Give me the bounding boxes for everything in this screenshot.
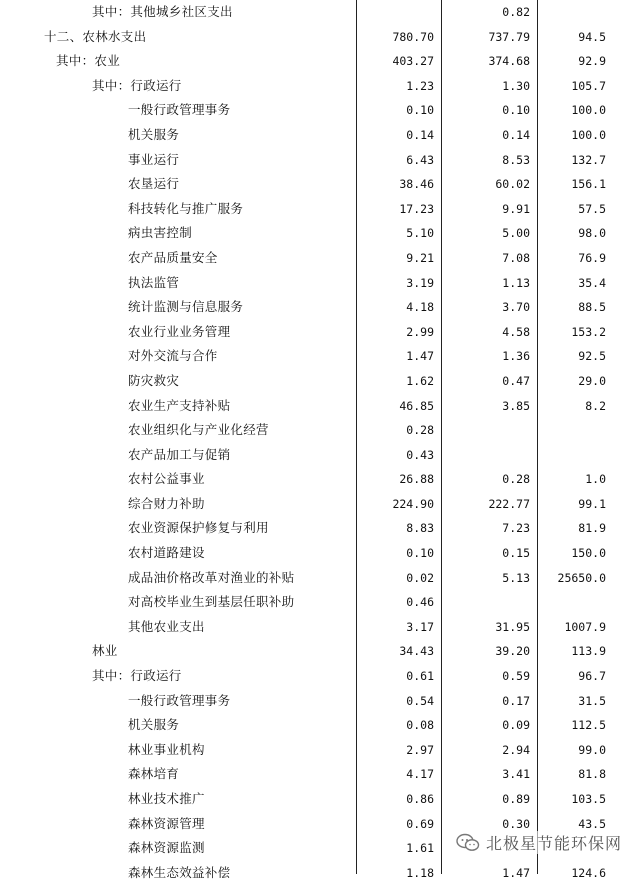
value-2016: 0.14 bbox=[406, 127, 434, 142]
percent-change: 99.0 bbox=[578, 742, 606, 757]
table-row bbox=[0, 172, 642, 197]
value-2016: 0.86 bbox=[406, 792, 434, 806]
table-row bbox=[0, 74, 642, 99]
value-2017: 0.09 bbox=[502, 718, 530, 733]
percent-change: 98.0 bbox=[578, 226, 606, 241]
table-row bbox=[0, 394, 642, 419]
percent-change: 100.0 bbox=[571, 127, 606, 142]
table-row bbox=[0, 639, 642, 664]
percent-change: 1007.9 bbox=[564, 619, 606, 634]
table-row bbox=[0, 689, 642, 714]
table-row bbox=[0, 590, 642, 615]
value-2016: 0.69 bbox=[406, 816, 434, 831]
table-row bbox=[0, 492, 642, 517]
percent-change: 8.2 bbox=[585, 398, 606, 413]
percent-change: 31.5 bbox=[578, 693, 606, 708]
percent-change: 99.1 bbox=[578, 496, 606, 511]
value-2017: 2.94 bbox=[502, 742, 530, 757]
percent-change: 57.5 bbox=[578, 201, 606, 216]
value-2016: 0.46 bbox=[406, 595, 434, 610]
row-label: 其中：行政运行 bbox=[92, 668, 182, 684]
row-label: 对高校毕业生到基层任职补助 bbox=[128, 594, 295, 610]
row-label: 其他农业支出 bbox=[128, 618, 205, 634]
value-2016: 2.99 bbox=[406, 324, 434, 339]
percent-change: 112.5 bbox=[571, 718, 606, 733]
percent-change: 81.8 bbox=[578, 767, 606, 782]
row-label: 统计监测与信息服务 bbox=[128, 299, 244, 315]
row-label: 农业行业业务管理 bbox=[128, 323, 231, 339]
percent-change: 103.5 bbox=[571, 792, 606, 806]
value-2017: 3.70 bbox=[502, 300, 530, 315]
row-label: 成品油价格改革对渔业的补贴 bbox=[128, 569, 295, 585]
table-row bbox=[0, 664, 642, 689]
percent-change: 29.0 bbox=[578, 373, 606, 388]
percent-change: 88.5 bbox=[578, 300, 606, 315]
percent-change: 153.2 bbox=[571, 324, 606, 339]
table-row bbox=[0, 566, 642, 591]
value-2017: 8.53 bbox=[502, 152, 530, 167]
value-2016: 0.28 bbox=[406, 423, 434, 438]
row-label: 农产品质量安全 bbox=[128, 249, 218, 265]
table-row bbox=[0, 98, 642, 123]
value-2017: 4.58 bbox=[502, 324, 530, 339]
value-2016: 0.54 bbox=[406, 693, 434, 708]
row-label: 林业 bbox=[92, 643, 118, 659]
row-label: 其中：行政运行 bbox=[92, 77, 182, 93]
row-label: 农村公益事业 bbox=[128, 471, 205, 487]
value-2016: 3.17 bbox=[406, 619, 434, 634]
value-2017: 222.77 bbox=[488, 496, 530, 511]
percent-change: 35.4 bbox=[578, 275, 606, 290]
value-2016: 17.23 bbox=[399, 201, 434, 216]
value-2017: 0.47 bbox=[502, 373, 530, 388]
value-2016: 0.61 bbox=[406, 669, 434, 684]
percent-change: 96.7 bbox=[578, 669, 606, 684]
row-label: 农村道路建设 bbox=[128, 545, 205, 561]
table-row bbox=[0, 615, 642, 640]
table-row bbox=[0, 295, 642, 320]
row-label: 综合财力补助 bbox=[128, 495, 205, 511]
row-label: 其中：其他城乡社区支出 bbox=[92, 4, 233, 19]
table-row bbox=[0, 861, 642, 885]
table-row bbox=[0, 713, 642, 738]
table-row bbox=[0, 148, 642, 173]
value-2016: 9.21 bbox=[406, 250, 434, 265]
value-2017: 7.23 bbox=[502, 521, 530, 536]
percent-change: 124.6 bbox=[571, 865, 606, 880]
table-row bbox=[0, 25, 642, 50]
value-2017: 0.14 bbox=[502, 127, 530, 142]
row-label: 森林资源监测 bbox=[128, 840, 205, 856]
row-label: 一般行政管理事务 bbox=[128, 692, 231, 708]
value-2017: 737.79 bbox=[488, 29, 530, 44]
value-2016: 46.85 bbox=[399, 398, 434, 413]
percent-change: 132.7 bbox=[571, 152, 606, 167]
table-row bbox=[0, 369, 642, 394]
percent-change: 94.5 bbox=[578, 29, 606, 44]
value-2017: 0.15 bbox=[502, 546, 530, 561]
table-row bbox=[0, 246, 642, 271]
value-2016: 780.70 bbox=[392, 29, 434, 44]
row-label: 病虫害控制 bbox=[128, 225, 193, 241]
value-2016: 4.18 bbox=[406, 300, 434, 315]
value-2017: 0.59 bbox=[502, 669, 530, 684]
row-label: 执法监管 bbox=[128, 274, 180, 290]
value-2016: 403.27 bbox=[392, 54, 434, 69]
row-label: 机关服务 bbox=[128, 126, 180, 142]
value-2017: 374.68 bbox=[488, 54, 530, 69]
value-2016: 3.19 bbox=[406, 275, 434, 290]
value-2016: 5.10 bbox=[406, 226, 434, 241]
value-2016: 224.90 bbox=[392, 496, 434, 511]
value-2016: 34.43 bbox=[399, 644, 434, 659]
table-row bbox=[0, 49, 642, 74]
value-2017: 0.82 bbox=[502, 5, 530, 19]
percent-change: 1.0 bbox=[585, 472, 606, 487]
table-row bbox=[0, 221, 642, 246]
percent-change: 105.7 bbox=[571, 78, 606, 93]
percent-change: 156.1 bbox=[571, 177, 606, 192]
value-2016: 38.46 bbox=[399, 177, 434, 192]
percent-change: 81.9 bbox=[578, 521, 606, 536]
value-2016: 2.97 bbox=[406, 742, 434, 757]
value-2017: 9.91 bbox=[502, 201, 530, 216]
percent-change: 150.0 bbox=[571, 546, 606, 561]
row-label: 一般行政管理事务 bbox=[128, 102, 231, 118]
value-2017: 1.13 bbox=[502, 275, 530, 290]
row-label: 林业技术推广 bbox=[128, 791, 205, 806]
value-2016: 1.23 bbox=[406, 78, 434, 93]
value-2016: 1.62 bbox=[406, 373, 434, 388]
row-label: 林业事业机构 bbox=[128, 741, 205, 757]
row-label: 科技转化与推广服务 bbox=[128, 200, 244, 216]
watermark bbox=[454, 831, 624, 854]
value-2017: 3.85 bbox=[502, 398, 530, 413]
row-label: 农业生产支持补贴 bbox=[128, 397, 231, 413]
value-2016: 8.83 bbox=[406, 521, 434, 536]
value-2016: 4.17 bbox=[406, 767, 434, 782]
value-2017: 0.30 bbox=[502, 816, 530, 831]
value-2017: 1.36 bbox=[502, 349, 530, 364]
row-label: 农产品加工与促销 bbox=[128, 446, 231, 462]
table-row bbox=[0, 738, 642, 763]
table-row bbox=[0, 197, 642, 222]
watermark-text: 北极星节能环保网 bbox=[485, 834, 622, 853]
row-label: 防灾救灾 bbox=[128, 372, 180, 388]
value-2016: 1.61 bbox=[406, 841, 434, 856]
value-2016: 0.02 bbox=[406, 570, 434, 585]
row-label: 森林生态效益补偿 bbox=[128, 864, 231, 880]
value-2017: 39.20 bbox=[495, 644, 530, 659]
value-2017: 3.41 bbox=[502, 767, 530, 782]
row-label: 其中：农业 bbox=[56, 53, 121, 69]
table-row bbox=[0, 271, 642, 296]
percent-change: 113.9 bbox=[571, 644, 606, 659]
row-label: 农业组织化与产业化经营 bbox=[128, 422, 269, 438]
value-2017: 0.28 bbox=[502, 472, 530, 487]
value-2017: 7.08 bbox=[502, 250, 530, 265]
row-label: 机关服务 bbox=[128, 717, 180, 733]
value-2016: 0.43 bbox=[406, 447, 434, 462]
value-2017: 0.17 bbox=[502, 693, 530, 708]
table-row bbox=[0, 541, 642, 566]
value-2016: 6.43 bbox=[406, 152, 434, 167]
value-2017: 31.95 bbox=[495, 619, 530, 634]
table-row bbox=[0, 787, 642, 812]
value-2016: 0.10 bbox=[406, 103, 434, 118]
table-row bbox=[0, 516, 642, 541]
value-2017: 60.02 bbox=[495, 177, 530, 192]
row-label: 森林培育 bbox=[128, 766, 180, 782]
percent-change: 92.9 bbox=[578, 54, 606, 69]
percent-change: 100.0 bbox=[571, 103, 606, 118]
wechat-icon bbox=[456, 833, 480, 853]
table-row bbox=[0, 762, 642, 787]
row-label: 森林资源管理 bbox=[128, 815, 205, 831]
value-2016: 1.18 bbox=[406, 865, 434, 880]
table-row bbox=[0, 418, 642, 443]
row-label: 农垦运行 bbox=[128, 176, 180, 192]
table-row bbox=[0, 467, 642, 492]
table-row bbox=[0, 0, 642, 25]
value-2017: 1.30 bbox=[502, 78, 530, 93]
row-label: 事业运行 bbox=[128, 151, 180, 167]
value-2017: 0.10 bbox=[502, 103, 530, 118]
value-2017: 5.13 bbox=[502, 570, 530, 585]
table-row bbox=[0, 123, 642, 148]
value-2016: 1.47 bbox=[406, 349, 434, 364]
table-row bbox=[0, 344, 642, 369]
row-label: 对外交流与合作 bbox=[128, 348, 218, 364]
value-2016: 26.88 bbox=[399, 472, 434, 487]
percent-change: 25650.0 bbox=[557, 570, 606, 585]
table-row bbox=[0, 320, 642, 345]
value-2016: 0.10 bbox=[406, 546, 434, 561]
percent-change: 92.5 bbox=[578, 349, 606, 364]
value-2016: 0.08 bbox=[406, 718, 434, 733]
row-label: 农业资源保护修复与利用 bbox=[128, 520, 269, 536]
table-row bbox=[0, 443, 642, 468]
row-label: 十二、农林水支出 bbox=[44, 28, 147, 44]
value-2017: 5.00 bbox=[502, 226, 530, 241]
value-2017: 0.89 bbox=[502, 792, 530, 806]
percent-change: 43.5 bbox=[578, 816, 606, 831]
value-2017: 1.47 bbox=[502, 865, 530, 880]
percent-change: 76.9 bbox=[578, 250, 606, 265]
